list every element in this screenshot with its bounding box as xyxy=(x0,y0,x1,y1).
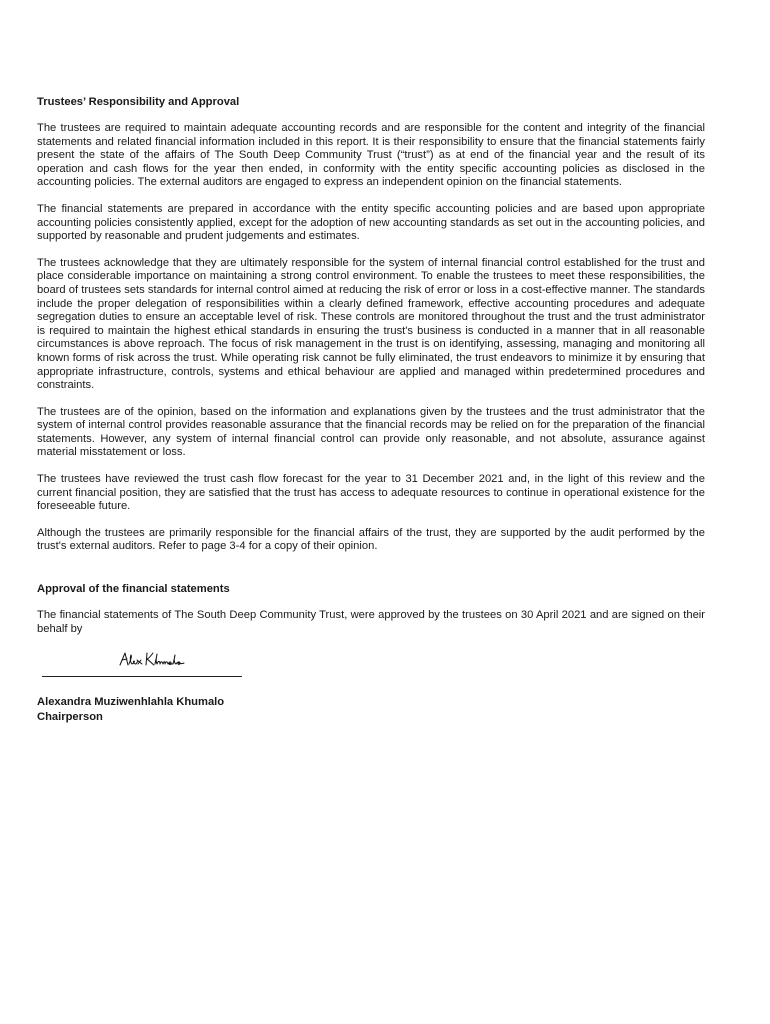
paragraph-accounting-records: The trustees are required to maintain adequate accounting records and are responsible for the content and integrity of the financial statements and related financial information included in this report. It is their responsibility to ensure that the financial statements fairly present the state of the affairs of The South Deep Community Trust (“trust”) as at end of the financial year and the result of its operation and cash flows for the year then ended, in conformity with the entity specific accounting policies as disclosed in the accounting policies. The external auditors are engaged to express an independent opinion on the financial statements. xyxy=(37,122,705,189)
paragraph-cash-flow-forecast: The trustees have reviewed the trust cash flow forecast for the year to 31 December 2021 and, in the light of this review and the current financial position, they are satisfied that the trust has access to adequate resources to continue in operational existence for the foreseeable future. xyxy=(37,473,705,513)
section-heading: Trustees’ Responsibility and Approval xyxy=(37,96,240,108)
signer-name: Alexandra Muziwenhlahla Khumalo xyxy=(37,696,225,709)
approval-paragraph: The financial statements of The South Deep Community Trust, were approved by the trustees on 30 April 2021 and are signed on their behalf by xyxy=(37,609,705,635)
paragraph-reasonable-assurance: The trustees are of the opinion, based on the information and explanations given by the trustees and the trust administrator that the system of internal control provides reasonable assurance that the financial records may be relied on for the preparation of the financial statements. However, any system of internal financial control can provide only reasonable, and not absolute, assurance against material misstatement or loss. xyxy=(37,405,705,459)
handwritten-signature xyxy=(117,649,197,671)
signature-line xyxy=(42,676,242,677)
document-page xyxy=(37,95,705,724)
signature-block xyxy=(37,645,705,695)
approval-heading: Approval of the financial statements xyxy=(37,583,230,596)
signer-title: Chairperson xyxy=(37,710,103,723)
paragraph-internal-control: The trustees acknowledge that they are ultimately responsible for the system of internal financial control established for the trust and place considerable importance on maintaining a strong control environment. To enable the trustees to meet these responsibilities, the board of trustees sets standards for internal control aimed at reducing the risk of error or loss in a cost-effective manner. The standards include the proper delegation of responsibilities within a clearly defined framework, effective accounting procedures and adequate segregation duties to ensure an acceptable level of risk. These controls are monitored throughout the trust and the trust administrator is required to maintain the highest ethical standards in ensuring the trust's business is conducted in a manner that in all reasonable circumstances is above reproach. The focus of risk management in the trust is on identifying, assessing, managing and monitoring all known forms of risk across the trust. While operating risk cannot be fully eliminated, the trust endeavors to minimize it by ensuring that appropriate infrastructure, controls, systems and ethical behaviour are applied and managed within predetermined procedures and constraints. xyxy=(37,256,705,392)
paragraph-accounting-policies: The financial statements are prepared in accordance with the entity specific accounting policies and are based upon appropriate accounting policies consistently applied, except for the adoption of new accounting standards as set out in the accounting policies, and supported by reasonable and prudent judgements and estimates. xyxy=(37,202,705,243)
paragraph-external-auditors: Although the trustees are primarily responsible for the financial affairs of the trust, they are supported by the audit performed by the trust's external auditors. Refer to page 3-4 for a copy of their opinion. xyxy=(37,526,705,553)
